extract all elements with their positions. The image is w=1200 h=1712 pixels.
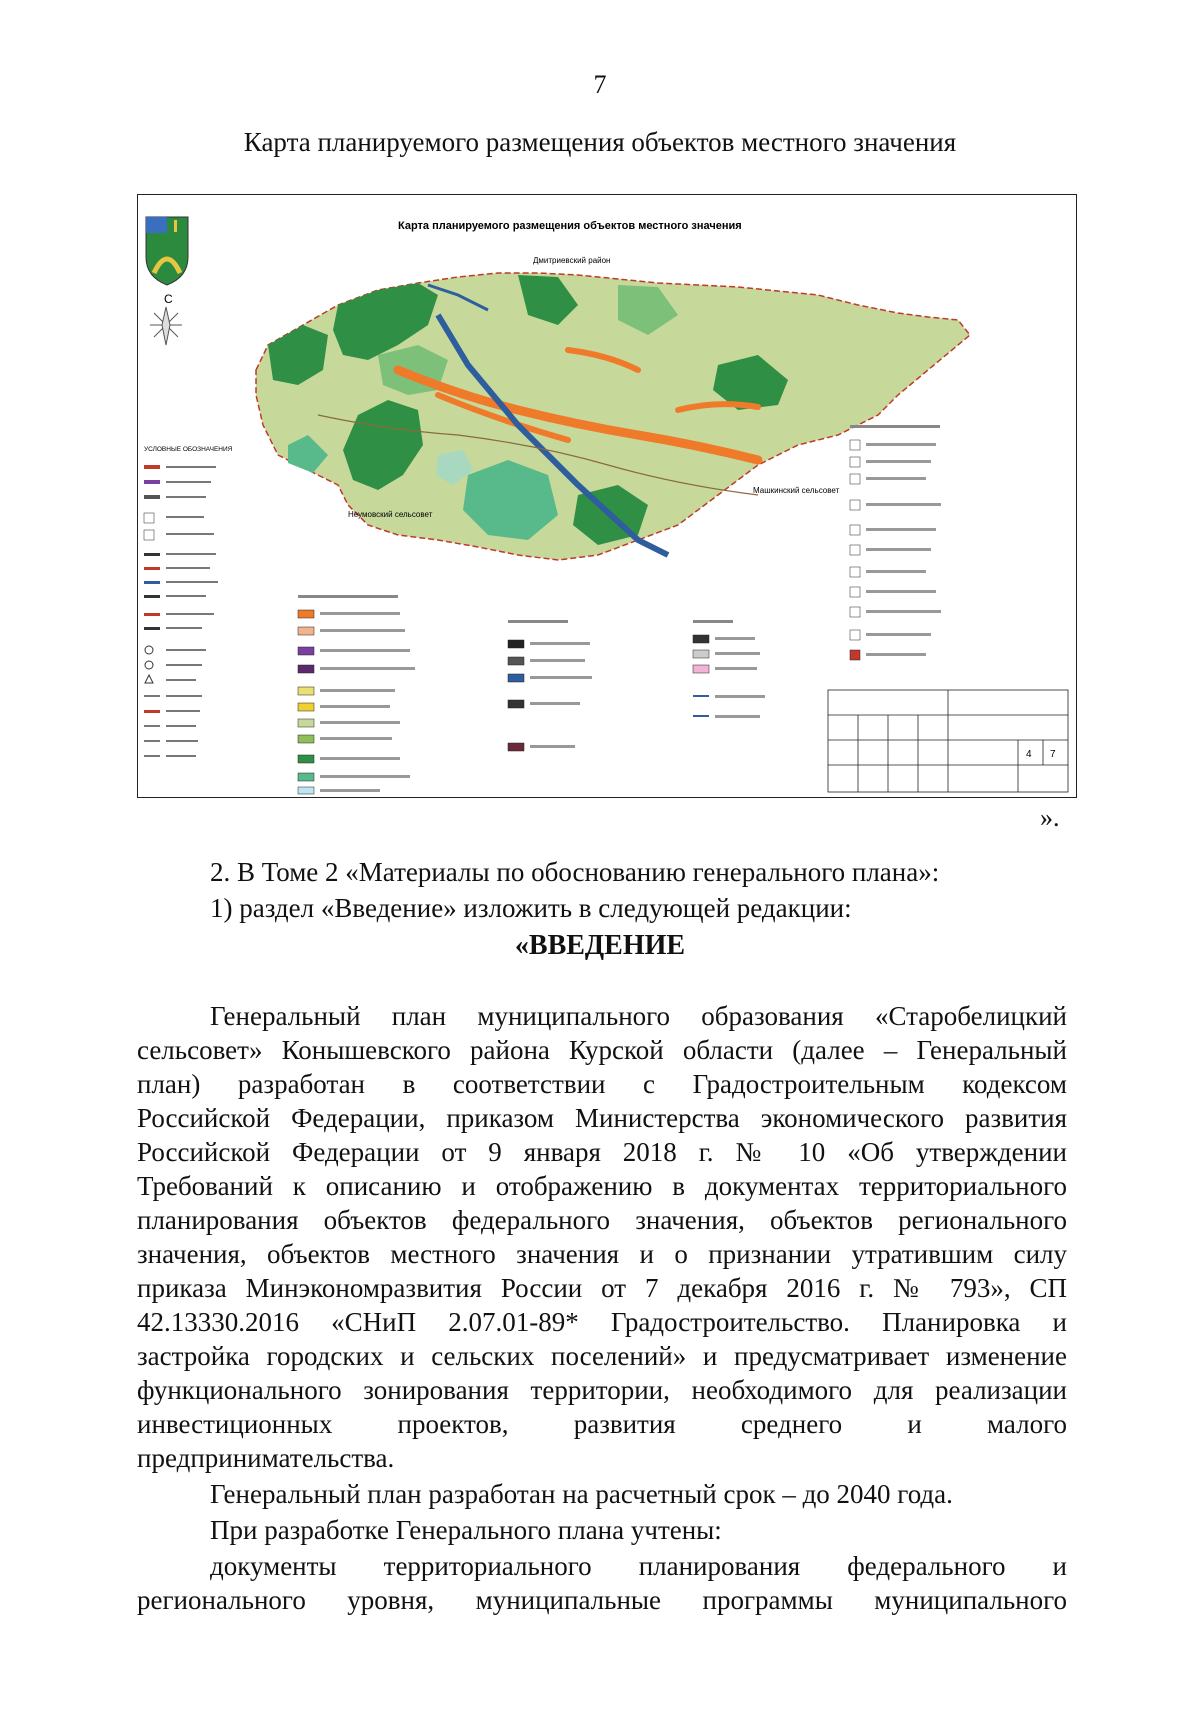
paragraph-line: сельсовет» Конышевского района Курской области (далее – Генеральный (137, 1035, 1067, 1065)
paragraph-line: застройка городских и сельских поселений» и предусматривает изменение (137, 1341, 1067, 1371)
map-caption: Карта планируемого размещения объектов местного значения (243, 127, 957, 157)
legend-heading: УСЛОВНЫЕ ОБОЗНАЧЕНИЯ (144, 446, 233, 453)
top-district-label: Дмитриевский район (533, 256, 611, 265)
planning-map (138, 195, 1076, 797)
right-council-label: Машкинский сельсовет (753, 486, 840, 495)
section-heading: «ВВЕДЕНИЕ (514, 930, 686, 961)
paragraph-line: Генеральный план муниципального образования «Старобелицкий (210, 1001, 1067, 1031)
closing-quote: ». (1040, 803, 1060, 832)
legend-left (144, 465, 218, 757)
paragraph-line: планирования объектов федерального значения, объектов регионального (137, 1205, 1067, 1235)
paragraph-line: Российской Федерации от 9 января 2018 г. № 10 «Об утверждении (137, 1137, 1067, 1167)
paragraph-considered: При разработке Генерального плана учтены: (210, 1515, 722, 1545)
paragraph-line: значения, объектов местного значения и о признании утратившим силу (137, 1239, 1067, 1269)
item-2-subitem-1: 1) раздел «Введение» изложить в следующей редакции: (210, 893, 852, 923)
left-council-label: Неумовский сельсовет (348, 510, 433, 519)
north-label: С (164, 292, 173, 306)
page-number: 7 (593, 70, 607, 99)
sheet-number: 7 (1050, 749, 1056, 760)
paragraph-line: план) разработан в соответствии с Градостроительным кодексом (137, 1069, 1067, 1099)
map-figure (137, 194, 1077, 798)
paragraph-line: Российской Федерации, приказом Министерства экономического развития (137, 1103, 1067, 1133)
paragraph-documents-line: документы территориального планирования федерального и (210, 1551, 1067, 1581)
item-2-line: 2. В Томе 2 «Материалы по обоснованию генерального плана»: (210, 857, 940, 887)
paragraph-line: инвестиционных проектов, развития среднего и малого (137, 1409, 1067, 1439)
map-title: Карта планируемого размещения объектов местного значения (398, 220, 742, 232)
paragraph-line: приказа Минэкономразвития России от 7 декабря 2016 г. № 793», СП (137, 1273, 1067, 1303)
paragraph-planning-term: Генеральный план разработан на расчетный срок – до 2040 года. (210, 1479, 953, 1509)
legend-center-right (508, 620, 765, 751)
paragraph-documents-line: регионального уровня, муниципальные программы муниципального (137, 1585, 1067, 1615)
sheet-count: 4 (1026, 749, 1032, 760)
legend-center (298, 595, 415, 794)
paragraph-line: функционального зонирования территории, необходимого для реализации (137, 1375, 1067, 1405)
coat-of-arms-icon (146, 217, 188, 285)
title-block (828, 690, 1068, 792)
paragraph-line: 42.13330.2016 «СНиП 2.07.01-89* Градостроительство. Планировка и (137, 1307, 1067, 1337)
compass-rose-icon (150, 307, 182, 345)
legend-right (850, 425, 941, 660)
paragraph-line: предпринимательства. (137, 1443, 395, 1473)
paragraph-line: Требований к описанию и отображению в документах территориального (137, 1171, 1067, 1201)
